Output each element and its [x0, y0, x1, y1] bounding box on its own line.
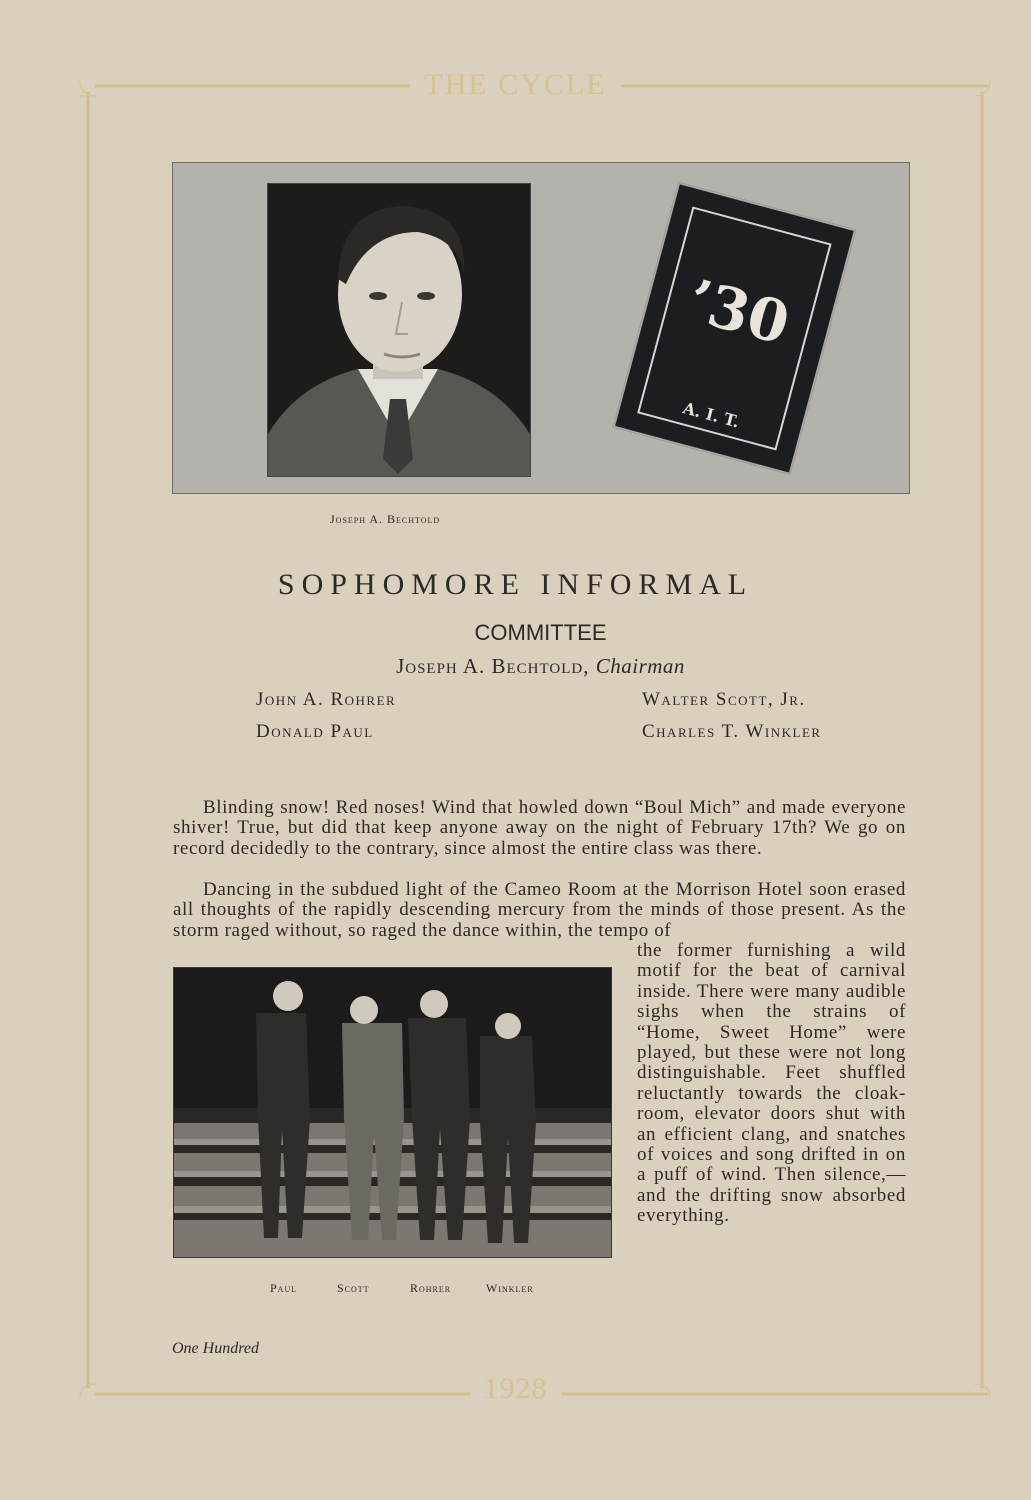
portrait-illustration [268, 184, 530, 476]
group-caption-name: Rohrer [410, 1281, 452, 1295]
portrait-photo-panel [172, 162, 910, 494]
group-caption-name: Scott [337, 1281, 370, 1295]
committee-group-photo [173, 967, 612, 1258]
committee-member: John A. Rohrer [256, 689, 397, 710]
group-photo-illustration [174, 968, 611, 1257]
card-year: ’30 [681, 266, 797, 358]
group-caption-name: Winkler [486, 1281, 534, 1295]
running-footer-year: 1928 [0, 1372, 1031, 1406]
event-title: SOPHOMORE INFORMAL [277, 568, 754, 601]
group-caption-name: Paul [270, 1281, 298, 1295]
committee-member: Walter Scott, Jr. [642, 689, 806, 710]
portrait-photo [267, 183, 531, 477]
chairman-line [0, 654, 1031, 679]
running-header: THE CYCLE [0, 68, 1031, 102]
card-initials: A. I. T. [680, 398, 742, 432]
chairman-name: Joseph A. Bechtold, [396, 654, 590, 678]
committee-member: Donald Paul [256, 721, 374, 742]
portrait-caption: Joseph A. Bechtold [330, 512, 441, 526]
chairman-role: Chairman [595, 654, 685, 678]
page-number: One Hundred [172, 1340, 259, 1357]
committee-member: Charles T. Winkler [642, 721, 822, 742]
class-emblem-card [614, 182, 853, 470]
committee-heading: COMMITTEE [474, 620, 607, 645]
article-paragraph-2-continued: the former furnishing a wild motif for the beat of carnival inside. There were many audible sighs when the strains of “Home, Sweet Home” were played, but these were not long distinguishable. Feet shuffled reluctantly towards the cloak-room, elevator doors shut with an efficient clang, and snatches of voices and song drifted in on a puff of wind. Then silence,—and the drifting snow absorbed everything. [637, 940, 906, 1227]
article-paragraph-1: Blinding snow! Red noses! Wind that howled down “Boul Mich” and made everyone shiver! True, but did that keep anyone away on the night of February 17th? We go on record decidedly to the contrary, since almost the entire class was there. [173, 797, 906, 859]
article-paragraph-2: Dancing in the subdued light of the Cameo Room at the Morrison Hotel soon erased all thoughts of the rapidly descending mercury from the minds of those present. As the storm raged without, so raged the dance within, the tempo of [173, 879, 906, 941]
